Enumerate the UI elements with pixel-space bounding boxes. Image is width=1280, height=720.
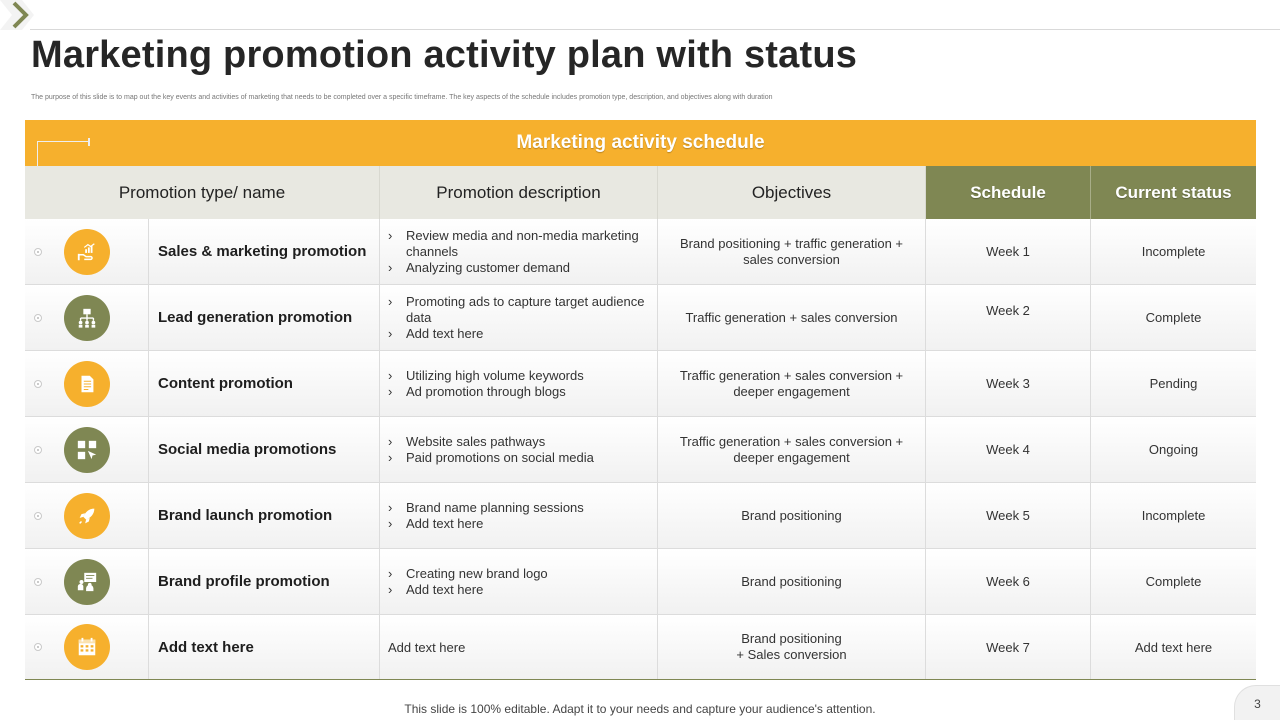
timeline-dot [34,248,42,256]
timeline-dot [34,380,42,388]
objectives-cell: Traffic generation + sales conversion [658,285,926,350]
page-number: 3 [1234,685,1280,720]
description-bullet: › Creating new brand logo [388,566,649,582]
status-cell: Pending [1149,376,1198,391]
table-body [25,219,1256,680]
promotion-name: Content promotion [149,351,380,416]
description-bullet: › Website sales pathways [388,434,649,450]
document-icon [64,361,110,407]
row-icon-cell [25,219,149,284]
header-objectives: Objectives [658,166,926,219]
objectives-cell: Brand positioning + Sales conversion [658,615,926,679]
schedule-banner: Marketing activity schedule [25,120,1256,166]
promotion-name: Brand profile promotion [149,549,380,614]
row-icon-cell [25,549,149,614]
row-icon-cell [25,351,149,416]
schedule-cell: Week 7 [926,615,1091,679]
table-row [25,549,1256,615]
header-promotion-description: Promotion description [380,166,658,219]
schedule-cell: Week 4 [926,417,1091,482]
promotion-name: Lead generation promotion [149,285,380,350]
org-chart-icon [64,295,110,341]
timeline-dot [34,446,42,454]
header-promotion-type: Promotion type/ name [25,166,380,219]
header-schedule: Schedule [926,166,1091,219]
promotion-description [380,549,658,614]
status-cell: Complete [1145,310,1202,325]
calendar-icon [64,624,110,670]
timeline-dot [34,314,42,322]
timeline-dot [34,643,42,651]
hand-growth-icon [64,229,110,275]
rocket-icon [64,493,110,539]
corner-chevron-icon [0,0,40,30]
promotion-description [380,483,658,548]
description-bullet: › Brand name planning sessions [388,500,649,516]
slide-subtitle: The purpose of this slide is to map out the key events and activities of marketing that needs to be completed over a specific timeframe. The key aspects of the schedule includes promotion type, description, and objectives along with duration [31,94,773,101]
status-cell: Complete [1145,574,1202,589]
schedule-cell: Week 2 [926,285,1091,350]
status-cell: Add text here [1134,639,1213,655]
objectives-cell: Brand positioning + traffic generation + sales conversion [658,219,926,284]
table-row [25,285,1256,351]
status-cell: Incomplete [1141,508,1206,523]
table-row [25,483,1256,549]
schedule-cell: Week 1 [926,219,1091,284]
promotion-description [380,285,658,350]
promotion-name: Brand launch promotion [149,483,380,548]
promotion-description [380,219,658,284]
status-cell: Incomplete [1141,244,1206,259]
description-text: Add text here [388,639,466,655]
description-bullet: › Add text here [388,582,649,598]
promotion-name: Add text here [149,615,380,679]
row-icon-cell [25,615,149,679]
table-row [25,417,1256,483]
top-rule [30,29,1280,30]
description-bullet: › Add text here [388,326,649,342]
objectives-cell: Brand positioning [658,549,926,614]
schedule-cell: Week 5 [926,483,1091,548]
description-bullet: › Promoting ads to capture target audience data [388,294,649,326]
description-bullet: › Analyzing customer demand [388,260,649,276]
timeline-dot [34,512,42,520]
footer-note: This slide is 100% editable. Adapt it to your needs and capture your audience's attention. [404,702,876,716]
promotion-description [380,417,658,482]
description-bullet: › Add text here [388,516,649,532]
description-bullet: › Utilizing high volume keywords [388,368,649,384]
row-icon-cell [25,285,149,350]
schedule-cell: Week 6 [926,549,1091,614]
row-icon-cell [25,417,149,482]
promotion-name: Sales & marketing promotion [149,219,380,284]
description-bullet: › Review media and non-media marketing channels [388,228,649,260]
table-row [25,615,1256,680]
status-cell: Ongoing [1148,442,1199,457]
objectives-cell: Traffic generation + sales conversion + deeper engagement [658,351,926,416]
promotion-description [380,351,658,416]
slide-title: Marketing promotion activity plan with status [31,34,858,76]
objectives-cell: Brand positioning [658,483,926,548]
description-bullet: › Paid promotions on social media [388,450,649,466]
header-current-status: Current status [1091,166,1256,219]
objectives-cell: Traffic generation + sales conversion + deeper engagement [658,417,926,482]
table-header [25,166,1256,219]
schedule-cell: Week 3 [926,351,1091,416]
description-bullet: › Ad promotion through blogs [388,384,649,400]
promotion-description [380,615,658,679]
timeline-dot [34,578,42,586]
table-row [25,351,1256,417]
social-apps-icon [64,427,110,473]
promotion-name: Social media promotions [149,417,380,482]
presentation-icon [64,559,110,605]
row-icon-cell [25,483,149,548]
table-row [25,219,1256,285]
